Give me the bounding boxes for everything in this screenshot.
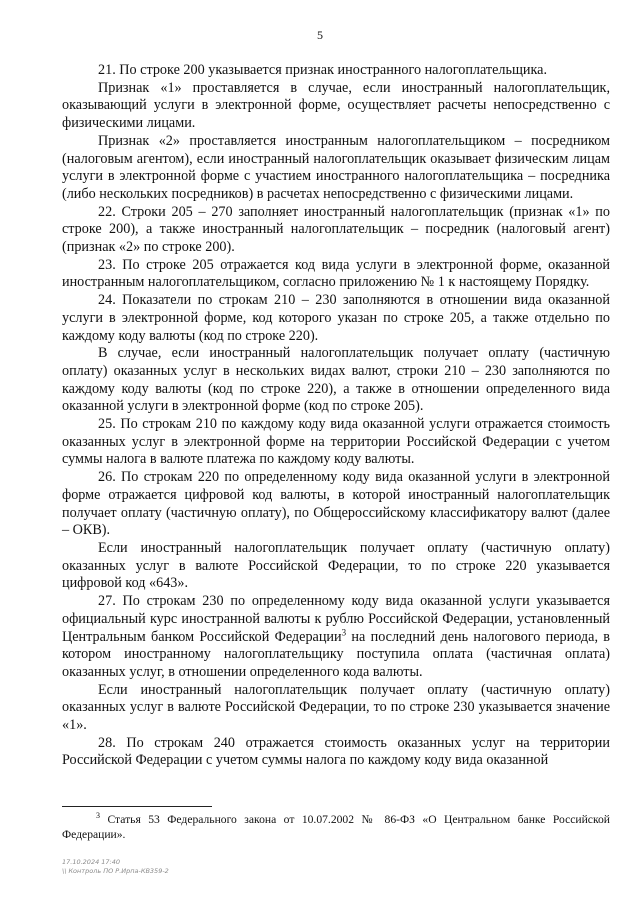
paragraph-21-flag-1: Признак «1» проставляется в случае, если иностранный налогоплательщик, оказывающий услуги в электронной форме, осуществляет расчеты непосредственно с физическими лицами. <box>62 79 610 132</box>
paragraph-27-text-continued: на последний день налогового периода, в котором иностранному налогоплательщику поступила оплата (частичная оплата) оказанных услуг, в отношении определенного кода валюты. <box>62 628 611 680</box>
paragraph-25: 25. По строкам 210 по каждому коду вида оказанной услуги отражается стоимость оказанных услуг в электронной форме на территории Российской Федерации с учетом суммы налога в валюте платежа по каждому коду валюты. <box>62 416 610 468</box>
electronic-stamp <box>62 858 169 876</box>
paragraph-24: 24. Показатели по строкам 210 – 230 заполняются в отношении вида оказанной услуги в электронной форме, код которого указан по строке 205, а также отдельно по каждому коду валюты (код по строке 220). <box>62 292 610 344</box>
footnote <box>62 812 610 842</box>
paragraph-21-flag-2: Признак «2» проставляется иностранным налогоплательщиком – посредником (налоговым агентом), если иностранный налогоплательщик оказывает физическим лицам услуги в электронной форме с участием иностранного налогоплательщика – посредника (либо нескольких посредников) в расчетах непосредственно с физическими лицами. <box>62 132 610 202</box>
paragraph-26: 26. По строкам 220 по определенному коду вида оказанной услуги в электронной форме отражается цифровой код валюты, в которой иностранный налогоплательщик получает оплату (частичную оплату), по Общероссийскому классификатору валют (далее – ОКВ). <box>62 469 610 539</box>
document-body <box>62 62 610 770</box>
paragraph-28: 28. По строкам 240 отражается стоимость оказанных услуг на территории Российской Федерации с учетом суммы налога по каждому коду вида оказанной <box>62 734 610 769</box>
stamp-date: 17.10.2024 17:40 <box>62 858 121 866</box>
stamp-registration: \\ Контроль ПО Р.Ирпа-КВ359-2 <box>62 867 169 875</box>
paragraph-27-continued: Если иностранный налогоплательщик получает оплату (частичную оплату) оказанных услуг в валюте Российской Федерации, то по строке 230 указывается значение «1». <box>62 681 610 734</box>
footnote-reference: 3 <box>341 626 347 637</box>
paragraph-26-continued: Если иностранный налогоплательщик получает оплату (частичную оплату) оказанных услуг в валюте Российской Федерации, то по строке 220 указывается цифровой код «643». <box>62 539 610 592</box>
page-number: 5 <box>317 28 323 42</box>
footnote-text: Статья 53 Федерального закона от 10.07.2002 № 86-ФЗ «О Центральном банке Российской Федерации». <box>62 813 610 841</box>
footnote-divider <box>62 806 212 807</box>
paragraph-21: 21. По строке 200 указывается признак иностранного налогоплательщика. <box>98 62 548 78</box>
paragraph-27 <box>62 593 610 682</box>
paragraph-24-continued: В случае, если иностранный налогоплательщик получает оплату (частичную оплату) оказанных услуг в нескольких видах валют, строки 210 – 230 заполняются по каждому коду валюты (код по строке 220), а также в отношении определенного вида оказанной услуги в электронной форме (код по строке 205). <box>62 345 610 415</box>
paragraph-22: 22. Строки 205 – 270 заполняет иностранный налогоплательщик (признак «1» по строке 200), а также иностранный налогоплательщик – посредник (налоговый агент) (признак «2» по строке 200). <box>62 203 610 256</box>
footnote-number: 3 <box>96 811 100 821</box>
paragraph-23: 23. По строке 205 отражается код вида услуги в электронной форме, оказанной иностранным налогоплательщиком, согласно приложению № 1 к настоящему Порядку. <box>62 256 610 291</box>
paragraph-27-text: 27. По строкам 230 по определенному коду вида оказанной услуги указывается официальный курс иностранной валюты к рублю Российской Федерации, установленный Центральным банком Российской Федерации <box>62 593 610 645</box>
